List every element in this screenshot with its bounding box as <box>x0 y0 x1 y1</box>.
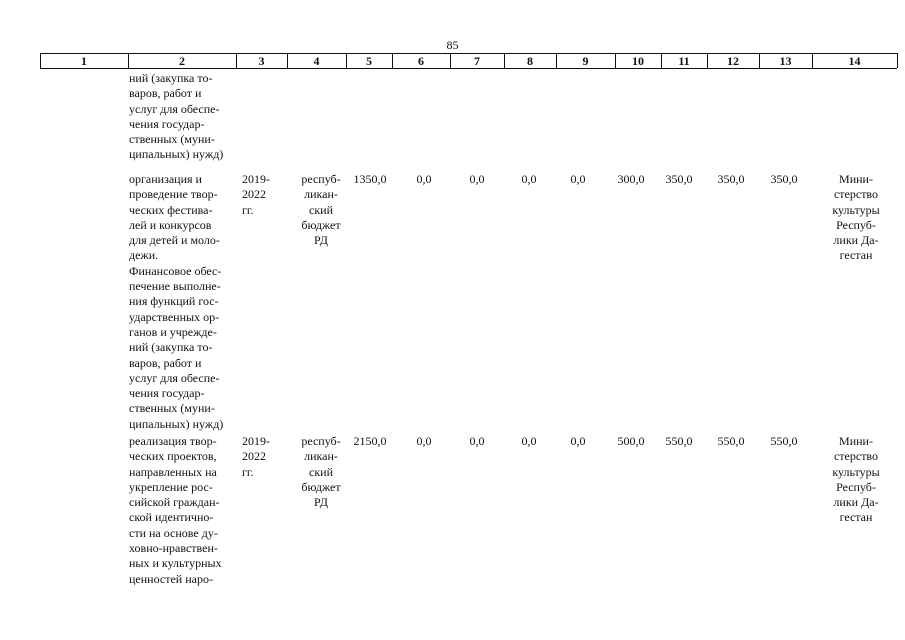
cell-line: 2019- <box>242 172 270 186</box>
cell-line: ческих проектов, <box>129 449 217 464</box>
amount-cell: 1350,0 <box>353 172 387 186</box>
header-column-number: 6 <box>418 54 424 68</box>
amount-cell: 350,0 <box>717 172 745 186</box>
page-number: 85 <box>446 38 459 52</box>
cell-line: ликан- <box>304 449 338 464</box>
header-column-number: 3 <box>258 54 265 68</box>
cell-line: ственных (муни- <box>129 401 215 416</box>
cell-line: чения государ- <box>129 386 205 401</box>
header-column-number: 8 <box>527 54 533 68</box>
cell-line: 2022 <box>242 187 266 202</box>
cell-line: реализация твор- <box>129 434 217 448</box>
cell-line: лики Да- <box>833 495 879 510</box>
cell-line: Мини- <box>839 172 873 186</box>
activity-name-cell <box>129 172 234 432</box>
cell-line: для детей и моло- <box>129 233 220 248</box>
amount-cell: 0,0 <box>521 172 537 186</box>
executor-cell <box>822 434 890 526</box>
header-column-number: 13 <box>779 54 792 68</box>
cell-line: лей и конкурсов <box>129 217 212 232</box>
cell-line: гг. <box>242 464 254 479</box>
cell-line: стерство <box>833 449 879 464</box>
header-column-divider <box>897 53 898 68</box>
amount-cell: 0,0 <box>469 172 485 186</box>
header-column-number: 1 <box>81 54 87 68</box>
cell-line: Мини- <box>839 434 873 448</box>
cell-line: 2019- <box>242 434 270 448</box>
amount-cell: 500,0 <box>617 434 645 448</box>
cell-line: РД <box>314 233 328 248</box>
cell-line: чения государ- <box>129 116 205 131</box>
activity-name-cell <box>129 434 234 587</box>
cell-line: сийской граждан- <box>129 495 220 510</box>
cell-line: печение выполне- <box>129 279 221 294</box>
amount-cell: 0,0 <box>570 172 586 186</box>
cell-line: ский <box>309 464 333 479</box>
amount-cell: 2150,0 <box>353 434 387 448</box>
cell-line: ципальных) нужд) <box>129 416 224 431</box>
cell-line: направленных на <box>129 464 217 479</box>
cell-line: ственных (муни- <box>129 132 215 147</box>
cell-line: стерство <box>833 187 879 202</box>
cell-line: ных и культурных <box>129 556 222 571</box>
cell-line: ский <box>309 202 333 217</box>
period-cell <box>242 434 282 480</box>
cell-line: ликан- <box>304 187 338 202</box>
cell-line: варов, работ и <box>129 355 202 370</box>
cell-line: лики Да- <box>833 233 879 248</box>
cell-line: Финансовое обес- <box>129 263 222 278</box>
cell-line: респуб- <box>301 172 341 186</box>
amount-cell: 0,0 <box>570 434 586 448</box>
funding-source-cell <box>292 172 350 248</box>
cell-line: бюджет <box>301 479 341 494</box>
amount-cell: 0,0 <box>469 434 485 448</box>
cell-line: 2022 <box>242 449 266 464</box>
header-column-number: 11 <box>678 54 690 68</box>
cell-line: ганов и учрежде- <box>129 324 217 339</box>
activity-name-cell <box>129 71 234 163</box>
cell-line: ценностей наро- <box>129 571 213 586</box>
cell-line: ципальных) нужд) <box>129 147 224 162</box>
amount-cell: 0,0 <box>521 434 537 448</box>
amount-cell: 0,0 <box>416 434 432 448</box>
header-column-number: 12 <box>727 54 739 68</box>
cell-line: дежи. <box>129 248 159 263</box>
cell-line: культуры <box>832 202 880 217</box>
table-header <box>40 53 897 68</box>
amount-cell: 550,0 <box>770 434 798 448</box>
amount-cell: 550,0 <box>717 434 745 448</box>
amount-cell: 300,0 <box>617 172 645 186</box>
cell-line: ударственных ор- <box>129 309 220 324</box>
cell-line: услуг для обеспе- <box>129 101 220 116</box>
cell-line: ний (закупка то- <box>129 71 213 85</box>
cell-line: ния функций гос- <box>129 294 219 309</box>
funding-source-cell <box>292 434 350 510</box>
amount-cell: 350,0 <box>770 172 798 186</box>
amount-cell: 350,0 <box>665 172 693 186</box>
header-column-number: 14 <box>848 54 861 68</box>
cell-line: организация и <box>129 172 202 186</box>
header-column-number: 5 <box>366 54 372 68</box>
cell-line: варов, работ и <box>129 86 202 101</box>
cell-line: Респуб- <box>836 217 876 232</box>
period-cell <box>242 172 282 218</box>
cell-line: укрепление рос- <box>129 479 213 494</box>
cell-line: Респуб- <box>836 479 876 494</box>
amount-cell: 550,0 <box>665 434 693 448</box>
header-column-number: 7 <box>474 54 480 68</box>
cell-line: бюджет <box>301 217 341 232</box>
cell-line: проведение твор- <box>129 187 218 202</box>
cell-line: ний (закупка то- <box>129 340 213 355</box>
cell-line: гестан <box>839 510 873 525</box>
cell-line: гестан <box>839 248 873 263</box>
amount-cell: 0,0 <box>416 172 432 186</box>
cell-line: гг. <box>242 202 254 217</box>
cell-line: РД <box>314 495 328 510</box>
header-column-number: 2 <box>179 54 185 68</box>
executor-cell <box>822 172 890 264</box>
cell-line: услуг для обеспе- <box>129 370 220 385</box>
cell-line: ховно-нравствен- <box>129 541 218 556</box>
cell-line: ской идентично- <box>129 510 214 525</box>
cell-line: культуры <box>832 464 880 479</box>
header-column-number: 9 <box>582 54 589 68</box>
cell-line: сти на основе ду- <box>129 525 218 540</box>
cell-line: респуб- <box>301 434 341 448</box>
header-column-number: 10 <box>632 54 644 68</box>
header-column-number: 4 <box>313 54 320 68</box>
cell-line: ческих фестива- <box>129 202 213 217</box>
